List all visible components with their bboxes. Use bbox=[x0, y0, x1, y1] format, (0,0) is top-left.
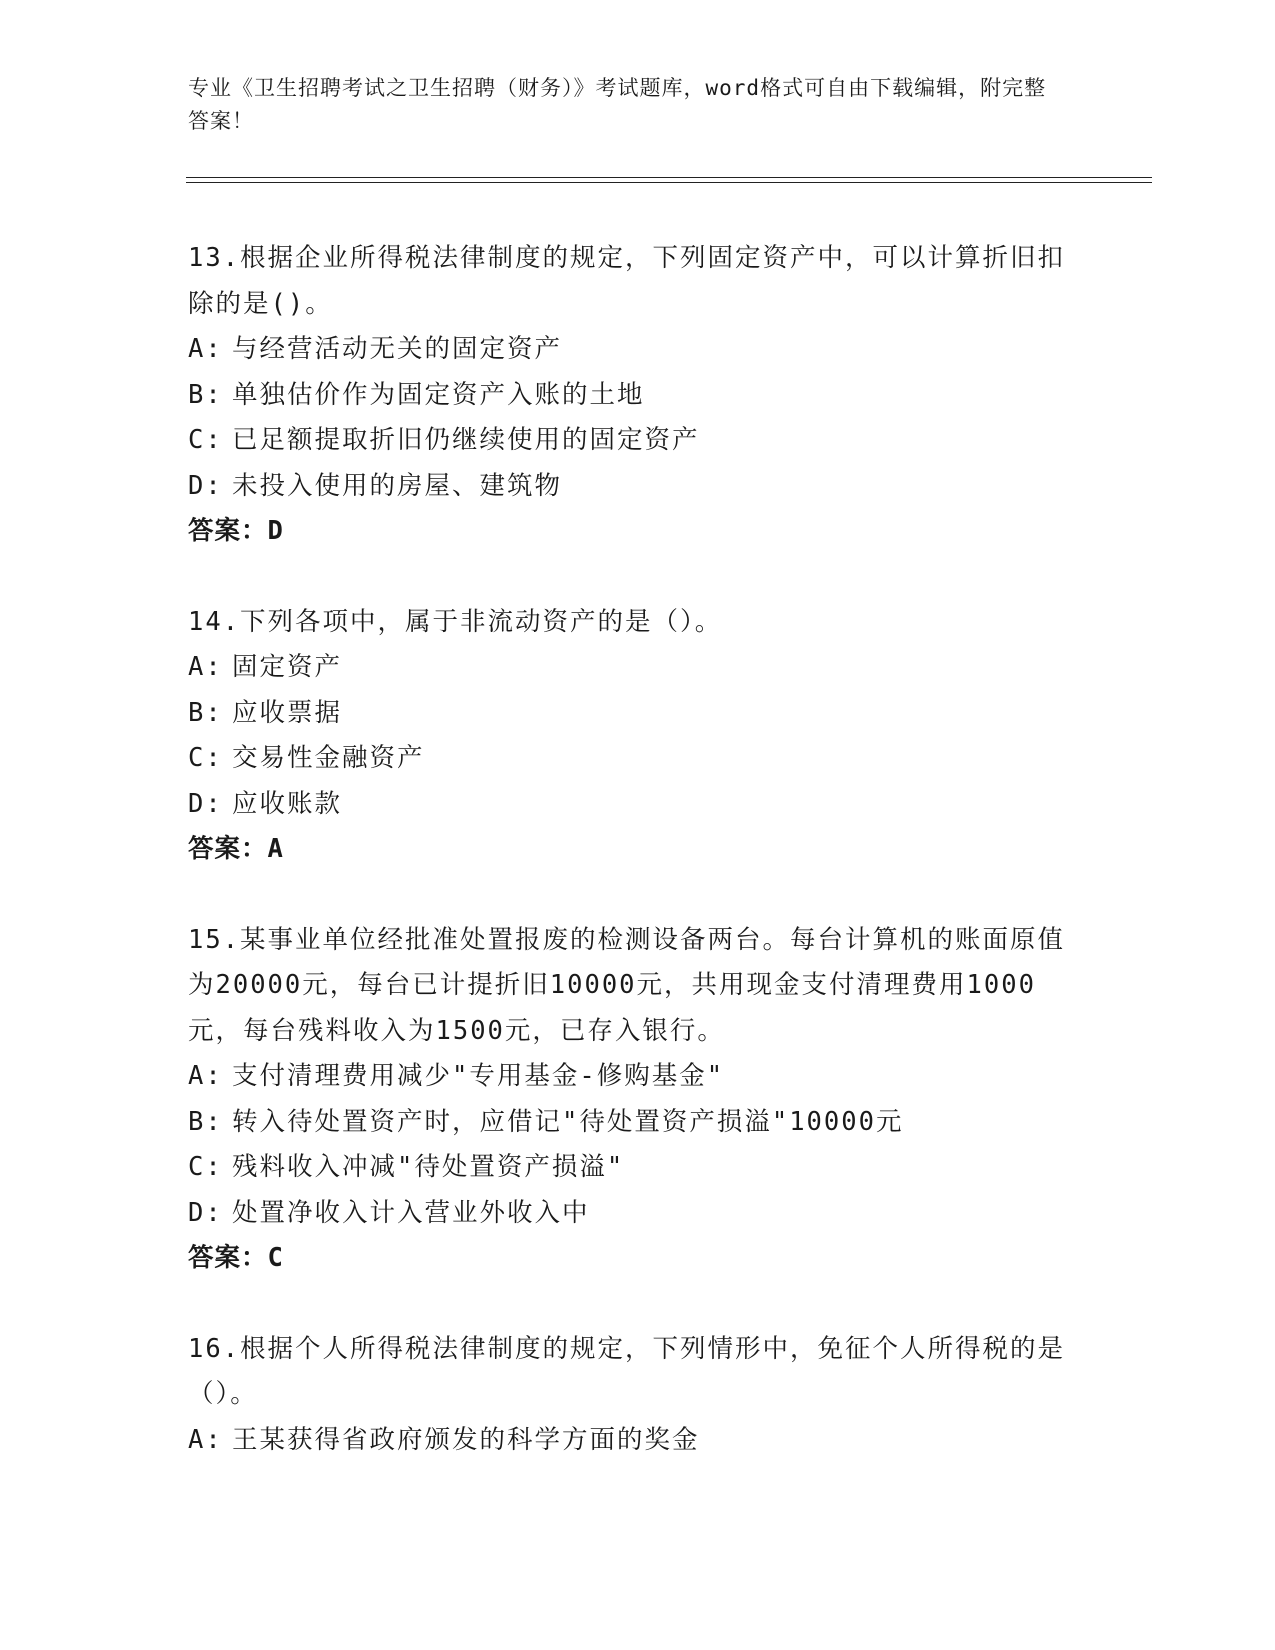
header-text: 专业《卫生招聘考试之卫生招聘（财务）》考试题库，word格式可自由下载编辑，附完整答案！ bbox=[188, 76, 1047, 133]
option-c bbox=[188, 418, 1088, 464]
option-letter: B: bbox=[188, 379, 223, 410]
answer-line bbox=[188, 509, 1088, 555]
option-letter: A: bbox=[188, 1424, 223, 1455]
option-text: 支付清理费用减少"专用基金-修购基金" bbox=[232, 1061, 725, 1091]
question-stem: 16.根据个人所得税法律制度的规定，下列情形中，免征个人所得税的是（）。 bbox=[188, 1333, 1066, 1409]
question-stem: 15.某事业单位经批准处置报废的检测设备两台。每台计算机的账面原值为20000元，每台已计提折旧10000元，共用现金支付清理费用1000元，每台残料收入为1500元，已存入银行。 bbox=[188, 924, 1066, 1046]
option-text: 应收账款 bbox=[232, 788, 343, 819]
option-text: 单独估价作为固定资产入账的土地 bbox=[232, 379, 645, 410]
option-text: 未投入使用的房屋、建筑物 bbox=[232, 470, 563, 501]
question-stem: 14.下列各项中，属于非流动资产的是（）。 bbox=[188, 606, 723, 637]
option-a bbox=[188, 1418, 1088, 1464]
answer-value: A bbox=[267, 834, 284, 864]
question-list bbox=[188, 236, 1088, 1508]
answer-value: C bbox=[267, 1243, 284, 1273]
option-letter: C: bbox=[188, 743, 223, 773]
question-16 bbox=[188, 1327, 1088, 1464]
option-letter: C: bbox=[188, 425, 223, 455]
option-letter: C: bbox=[188, 1152, 223, 1182]
option-a bbox=[188, 1054, 1088, 1100]
answer-value: D bbox=[267, 516, 284, 546]
option-letter: D: bbox=[188, 788, 223, 819]
question-stem: 13.根据企业所得税法律制度的规定，下列固定资产中，可以计算折旧扣除的是()。 bbox=[188, 243, 1066, 319]
option-letter: A: bbox=[188, 334, 223, 364]
question-14 bbox=[188, 600, 1088, 873]
option-letter: A: bbox=[188, 652, 223, 682]
document-header bbox=[188, 72, 1068, 138]
answer-label: 答案： bbox=[188, 516, 268, 546]
option-text: 王某获得省政府颁发的科学方面的奖金 bbox=[232, 1424, 700, 1455]
answer-label: 答案： bbox=[188, 834, 268, 864]
option-text: 固定资产 bbox=[232, 652, 343, 682]
option-text: 转入待处置资产时，应借记"待处置资产损溢"10000元 bbox=[232, 1106, 904, 1137]
option-letter: B: bbox=[188, 1106, 223, 1137]
option-b bbox=[188, 1100, 1088, 1146]
option-d bbox=[188, 464, 1088, 510]
option-text: 处置净收入计入营业外收入中 bbox=[232, 1197, 590, 1228]
header-divider-top bbox=[186, 177, 1152, 178]
option-c bbox=[188, 736, 1088, 782]
option-letter: A: bbox=[188, 1061, 223, 1091]
option-b bbox=[188, 373, 1088, 419]
option-letter: D: bbox=[188, 1197, 223, 1228]
question-13 bbox=[188, 236, 1088, 555]
header-divider-bottom bbox=[186, 182, 1152, 183]
option-d bbox=[188, 1191, 1088, 1237]
answer-label: 答案： bbox=[188, 1243, 268, 1273]
question-15 bbox=[188, 918, 1088, 1282]
answer-line bbox=[188, 827, 1088, 873]
option-a bbox=[188, 327, 1088, 373]
option-a bbox=[188, 645, 1088, 691]
option-text: 已足额提取折旧仍继续使用的固定资产 bbox=[232, 425, 700, 455]
answer-line bbox=[188, 1236, 1088, 1282]
option-b bbox=[188, 691, 1088, 737]
option-letter: B: bbox=[188, 697, 223, 728]
option-text: 残料收入冲减"待处置资产损溢" bbox=[232, 1152, 625, 1182]
option-c bbox=[188, 1145, 1088, 1191]
option-d bbox=[188, 782, 1088, 828]
option-letter: D: bbox=[188, 470, 223, 501]
option-text: 与经营活动无关的固定资产 bbox=[232, 334, 563, 364]
option-text: 交易性金融资产 bbox=[232, 743, 425, 773]
option-text: 应收票据 bbox=[232, 697, 343, 728]
